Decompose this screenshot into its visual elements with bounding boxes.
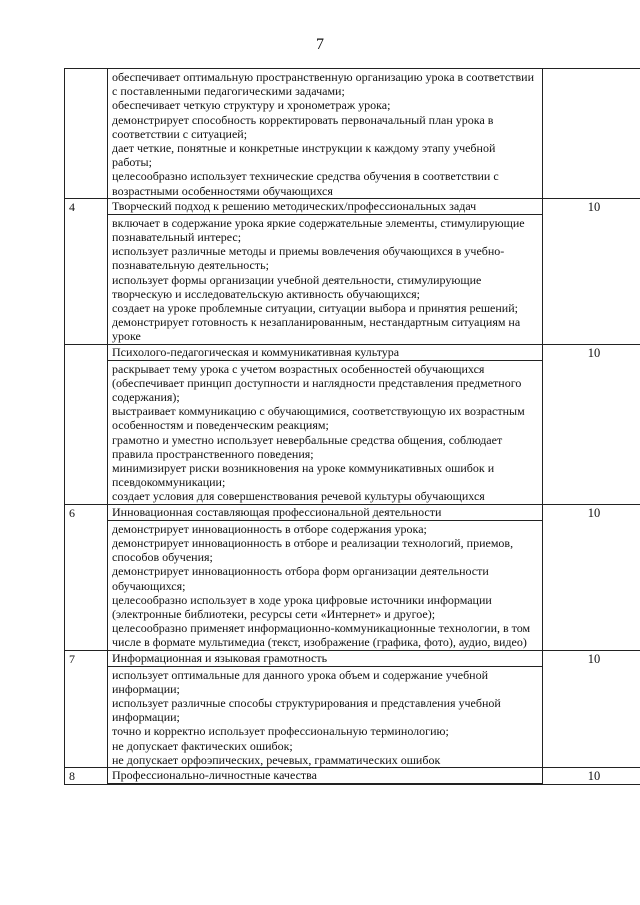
criterion-title: Творческий подход к решению методических/профессиональных задач <box>108 199 542 215</box>
criterion-content <box>108 344 543 504</box>
indicator-list <box>108 521 542 650</box>
indicator-list <box>108 215 542 344</box>
indicator-item: демонстрирует инновационность отбора форм организации деятельности обучающихся; <box>112 564 489 593</box>
criterion-content <box>108 198 543 344</box>
criteria-row <box>65 650 640 767</box>
indicator-item: грамотно и уместно использует невербальные средства общения, соблюдает правила пространственного поведения; <box>112 432 503 461</box>
indicator-item: целесообразно использует технические средства обучения в соответствии с возрастными особенностями обучающихся <box>112 169 499 198</box>
indicator-item: использует различные способы структурирования и представления учебной информации; <box>112 695 501 725</box>
criterion-title: Профессионально-личностные качества <box>108 768 542 784</box>
criterion-number: 6 <box>65 504 108 650</box>
indicator-item: точно и корректно использует профессиональную терминологию; <box>112 724 449 739</box>
criterion-content <box>108 504 543 650</box>
criterion-title: Инновационная составляющая профессиональной деятельности <box>108 505 542 521</box>
indicator-item: целесообразно использует в ходе урока цифровые источники информации (электронные библиотеки, ресурсы сети «Интернет» и другое); <box>112 592 492 621</box>
indicator-item: обеспечивает четкую структуру и хронометраж урока; <box>112 98 391 113</box>
max-score: 10 <box>543 767 640 784</box>
indicator-item: использует оптимальные для данного урока объем и содержание учебной информации; <box>112 667 489 696</box>
max-score: 10 <box>543 650 640 767</box>
indicator-list <box>108 69 542 198</box>
criteria-row <box>65 198 640 344</box>
max-score: 10 <box>543 198 640 344</box>
criteria-table <box>64 68 640 785</box>
criterion-number: 8 <box>65 767 108 784</box>
indicator-item: раскрывает тему урока с учетом возрастных особенностей обучающихся (обеспечивает принцип доступности и наглядности представления предметного содержания); <box>112 361 522 405</box>
max-score <box>543 69 640 199</box>
indicator-item: демонстрирует инновационность в отборе содержания урока; <box>112 521 427 536</box>
criteria-row <box>65 767 640 784</box>
page-number: 7 <box>316 36 324 53</box>
indicator-item: целесообразно применяет информационно-коммуникационные технологии, в том числе в формате мультимедиа (текст, изображение (графика, фото), аудио, видео) <box>112 621 531 650</box>
criteria-row <box>65 69 640 199</box>
indicator-list <box>108 361 542 504</box>
criteria-row <box>65 344 640 504</box>
indicator-item: дает четкие, понятные и конкретные инструкции к каждому этапу учебной работы; <box>112 141 496 170</box>
indicator-item: не допускает орфоэпических, речевых, грамматических ошибок <box>112 752 441 767</box>
indicator-item: демонстрирует инновационность в отборе и реализации технологий, приемов, способов обучения; <box>112 535 514 565</box>
indicator-item: использует формы организации учебной деятельности, стимулирующие творческую и исследовательскую активность обучающихся; <box>112 272 482 301</box>
criterion-title: Информационная и языковая грамотность <box>108 651 542 667</box>
criterion-number: 7 <box>65 650 108 767</box>
indicator-list <box>108 667 542 767</box>
criterion-content <box>108 69 543 199</box>
criterion-title: Психолого-педагогическая и коммуникативная культура <box>108 345 542 361</box>
indicator-item: демонстрирует готовность к незапланированным, нестандартным ситуациям на уроке <box>112 315 521 344</box>
indicator-item: использует различные методы и приемы вовлечения обучающихся в учебно-познавательную деятельность; <box>112 244 505 273</box>
indicator-item: создает условия для совершенствования речевой культуры обучающихся <box>112 489 485 504</box>
indicator-item: не допускает фактических ошибок; <box>112 738 293 753</box>
max-score: 10 <box>543 344 640 504</box>
criterion-content <box>108 767 543 784</box>
indicator-item: обеспечивает оптимальную пространственную организацию урока в соответствии с поставленными педагогическими задачами; <box>112 70 534 99</box>
criterion-content <box>108 650 543 767</box>
criterion-number <box>65 344 108 504</box>
max-score: 10 <box>543 504 640 650</box>
indicator-item: включает в содержание урока яркие содержательные элементы, стимулирующие познавательный интерес; <box>112 215 525 245</box>
indicator-item: демонстрирует способность корректировать первоначальный план урока в соответствии с ситуацией; <box>112 112 494 141</box>
indicator-item: минимизирует риски возникновения на уроке коммуникативных ошибок и псевдокоммуникации; <box>112 461 495 490</box>
criterion-number: 4 <box>65 198 108 344</box>
indicator-item: создает на уроке проблемные ситуации, ситуации выбора и принятия решений; <box>112 301 518 316</box>
criterion-number <box>65 69 108 199</box>
criteria-row <box>65 504 640 650</box>
indicator-item: выстраивает коммуникацию с обучающимися, соответствующую их возрастным особенностям и поведенческим реакциям; <box>112 404 525 433</box>
